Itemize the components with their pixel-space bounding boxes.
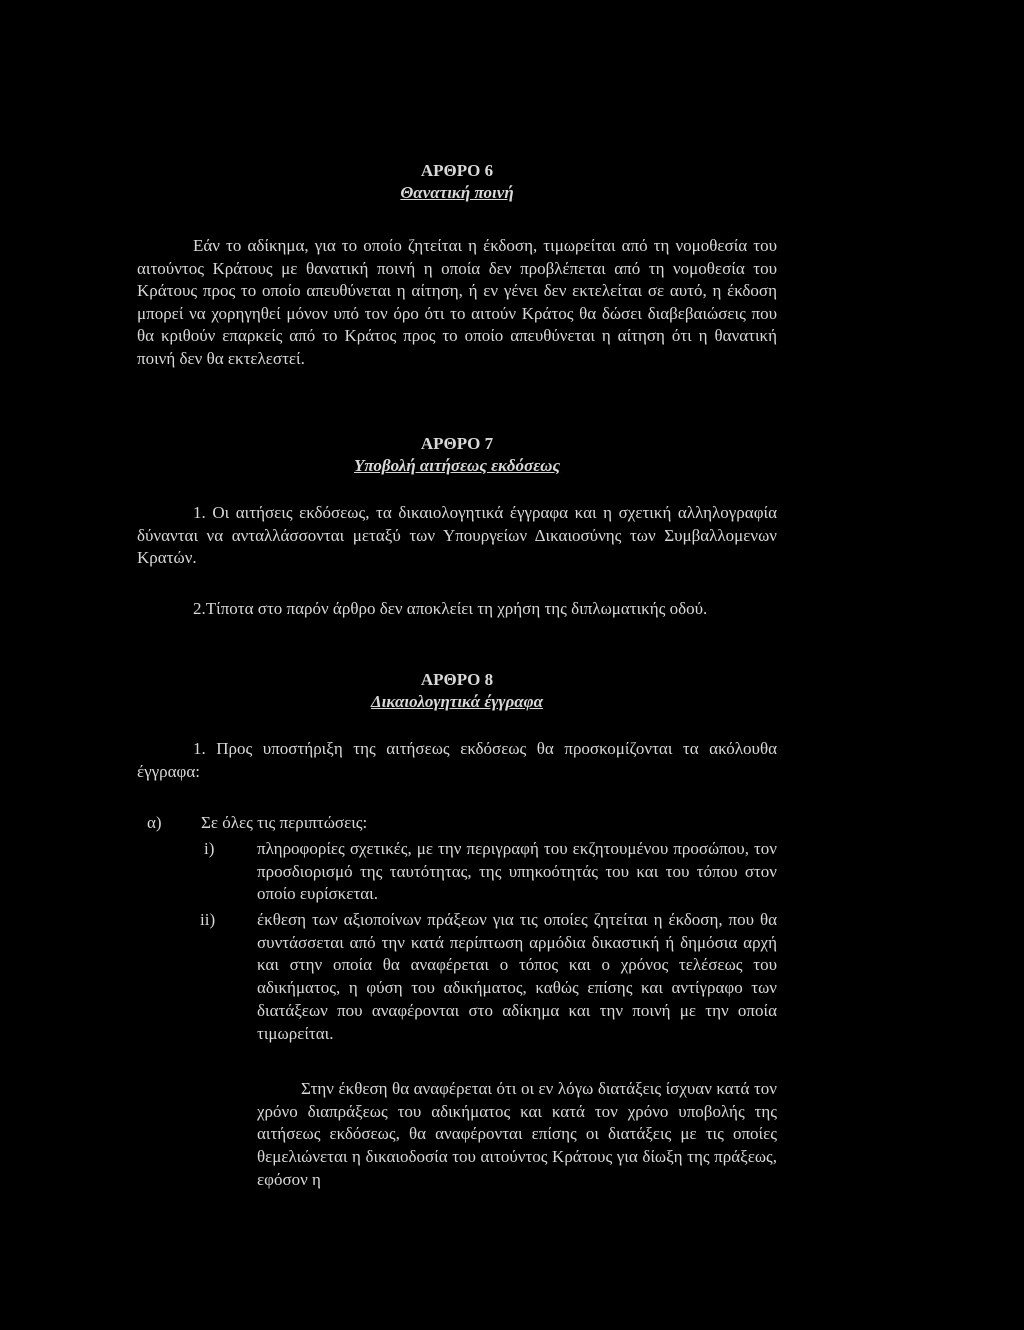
article-8-paragraph-1: 1. Προς υποστήριξη της αιτήσεως εκδόσεως θα προσκομίζονται τα ακόλουθα έγγραφα:: [137, 739, 777, 781]
article-8-subtitle: Δικαιολογητικά έγγραφα: [370, 692, 544, 711]
item-a-label: α): [147, 813, 162, 832]
article-8-title: ΑΡΘΡΟ 8: [420, 670, 494, 689]
article-6-paragraph: Εάν το αδίκημα, για το οποίο ζητείται η έκδοση, τιμωρείται από τη νομοθεσία του αιτούντος Κράτους με θανατική ποινή η οποία δεν προβλέπεται από τη νομοθεσία του Κράτους προς το οποίο απευθύνεται η αίτηση, ή εν γένει δεν εκτελείται σε αυτό, η έκδοση μπορεί να χορηγηθεί μόνον υπό τον όρο ότι το αιτούν Κράτος θα δώσει διαβεβαιώσεις που θα κριθούν επαρκείς από το Κράτος προς το οποίο απευθύνεται η αίτηση ότι η θανατική ποινή δεν θα εκτελεστεί.: [137, 236, 777, 368]
article-6-subtitle: Θανατική ποινή: [400, 183, 514, 202]
article-7-title: ΑΡΘΡΟ 7: [420, 434, 494, 453]
article-6-heading: [0, 160, 914, 204]
article-7-paragraph-1: 1. Οι αιτήσεις εκδόσεως, τα δικαιολογητικά έγγραφα και η σχετική αλληλογραφία δύνανται να ανταλλάσσονται μεταξύ των Υπουργείων Δικαιοσύνης των Συμβαλλομενων Κρατών.: [137, 503, 777, 568]
article-7-subtitle: Υποβολή αιτήσεως εκδόσεως: [353, 456, 561, 475]
article-7-heading: [0, 433, 914, 477]
item-a-title: Σε όλες τις περιπτώσεις:: [201, 813, 368, 832]
sub-item-ii-continuation: Στην έκθεση θα αναφέρεται ότι οι εν λόγω διατάξεις ίσχυαν κατά τον χρόνο διαπράξεως του αδικήματος και κατά τον χρόνο υποβολής της αιτήσεως εκδόσεως, θα αναφέρονται επίσης οι διατάξεις με τις οποίες θεμελιώνεται η δικαιοδοσία του αιτούντος Κράτους για δίωξη της πράξεως, εφόσον η: [257, 1079, 777, 1189]
article-7-paragraph-2: 2.Τίποτα στο παρόν άρθρο δεν αποκλείει τη χρήση της διπλωματικής οδού.: [193, 599, 708, 618]
sub-item-ii-label: ii): [200, 910, 216, 929]
article-8-heading: [0, 669, 914, 713]
sub-item-ii-text: έκθεση των αξιοποίνων πράξεων για τις οποίες ζητείται η έκδοση, που θα συντάσσεται από την κατά περίπτωση αρμόδια δικαστική ή δημόσια αρχή και στην οποία θα αναφέρεται ο τόπος και ο χρόνος τελέσεως του αδικήματος, η φύση του αδικήματος, καθώς επίσης και αντίγραφο των διατάξεων που αναφέρονται στο αδίκημα και την ποινή με την οποία τιμωρείται.: [257, 910, 777, 1043]
sub-item-i-text: πληροφορίες σχετικές, με την περιγραφή του εκζητουμένου προσώπου, τον προσδιορισμό της ταυτότητας, της υπηκοότητάς του και του τόπου στον οποίο ευρίσκεται.: [257, 839, 777, 904]
sub-item-i-label: i): [204, 839, 215, 858]
article-6-title: ΑΡΘΡΟ 6: [420, 161, 494, 180]
